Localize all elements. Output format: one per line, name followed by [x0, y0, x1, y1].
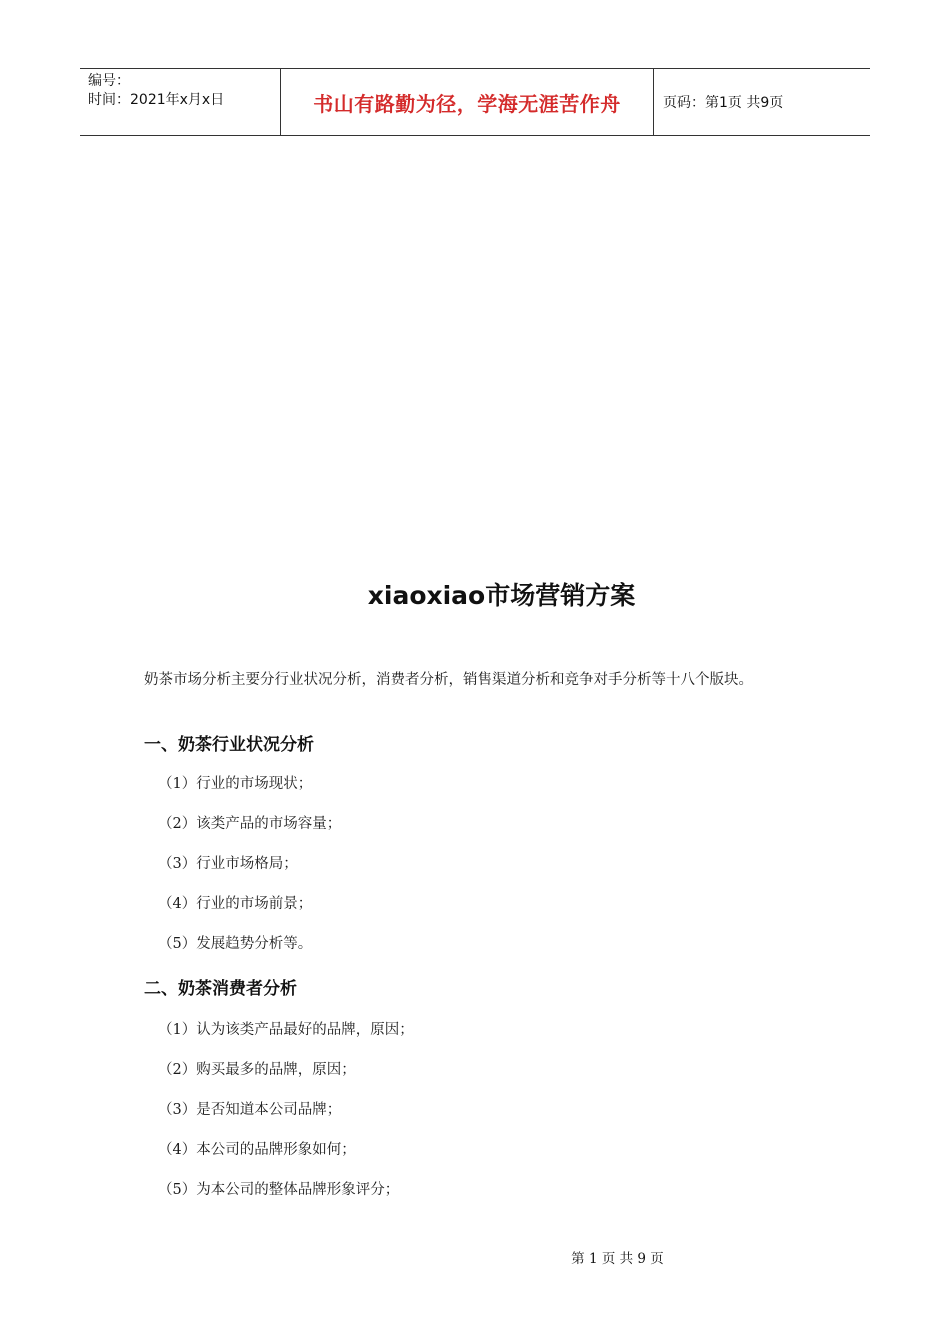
list-item: （3）是否知道本公司品牌；	[158, 1102, 342, 1118]
list-item: （2）该类产品的市场容量；	[158, 816, 342, 832]
page-footer: 第 1 页 共 9 页	[571, 1251, 664, 1267]
list-item: （5）为本公司的整体品牌形象评分；	[158, 1182, 400, 1198]
header-motto-cell	[281, 69, 654, 135]
page-header-table	[80, 68, 870, 136]
header-page-cell	[654, 69, 870, 135]
page-info: 页码：第1页 共9页	[663, 95, 784, 111]
list-item: （1）行业的市场现状；	[158, 776, 313, 792]
list-item: （3）行业市场格局；	[158, 856, 298, 872]
motto-text: 书山有路勤为径，学海无涯苦作舟	[313, 91, 621, 116]
list-item: （5）发展趋势分析等。	[158, 936, 313, 952]
list-item: （2）购买最多的品牌，原因；	[158, 1062, 356, 1078]
code-label: 编号：	[88, 73, 130, 89]
list-item: （4）行业的市场前景；	[158, 896, 313, 912]
list-item: （1）认为该类产品最好的品牌，原因；	[158, 1022, 414, 1038]
list-item: （4）本公司的品牌形象如何；	[158, 1142, 356, 1158]
intro-paragraph: 奶茶市场分析主要分行业状况分析，消费者分析，销售渠道分析和竞争对手分析等十八个版块。	[144, 672, 753, 688]
section-heading-industry: 一、奶茶行业状况分析	[144, 735, 314, 755]
time-label: 时间：2021年x月x日	[88, 92, 225, 108]
header-meta-cell	[80, 69, 281, 135]
document-title: xiaoxiao市场营销方案	[367, 581, 636, 610]
section-heading-consumer: 二、奶茶消费者分析	[144, 979, 297, 999]
